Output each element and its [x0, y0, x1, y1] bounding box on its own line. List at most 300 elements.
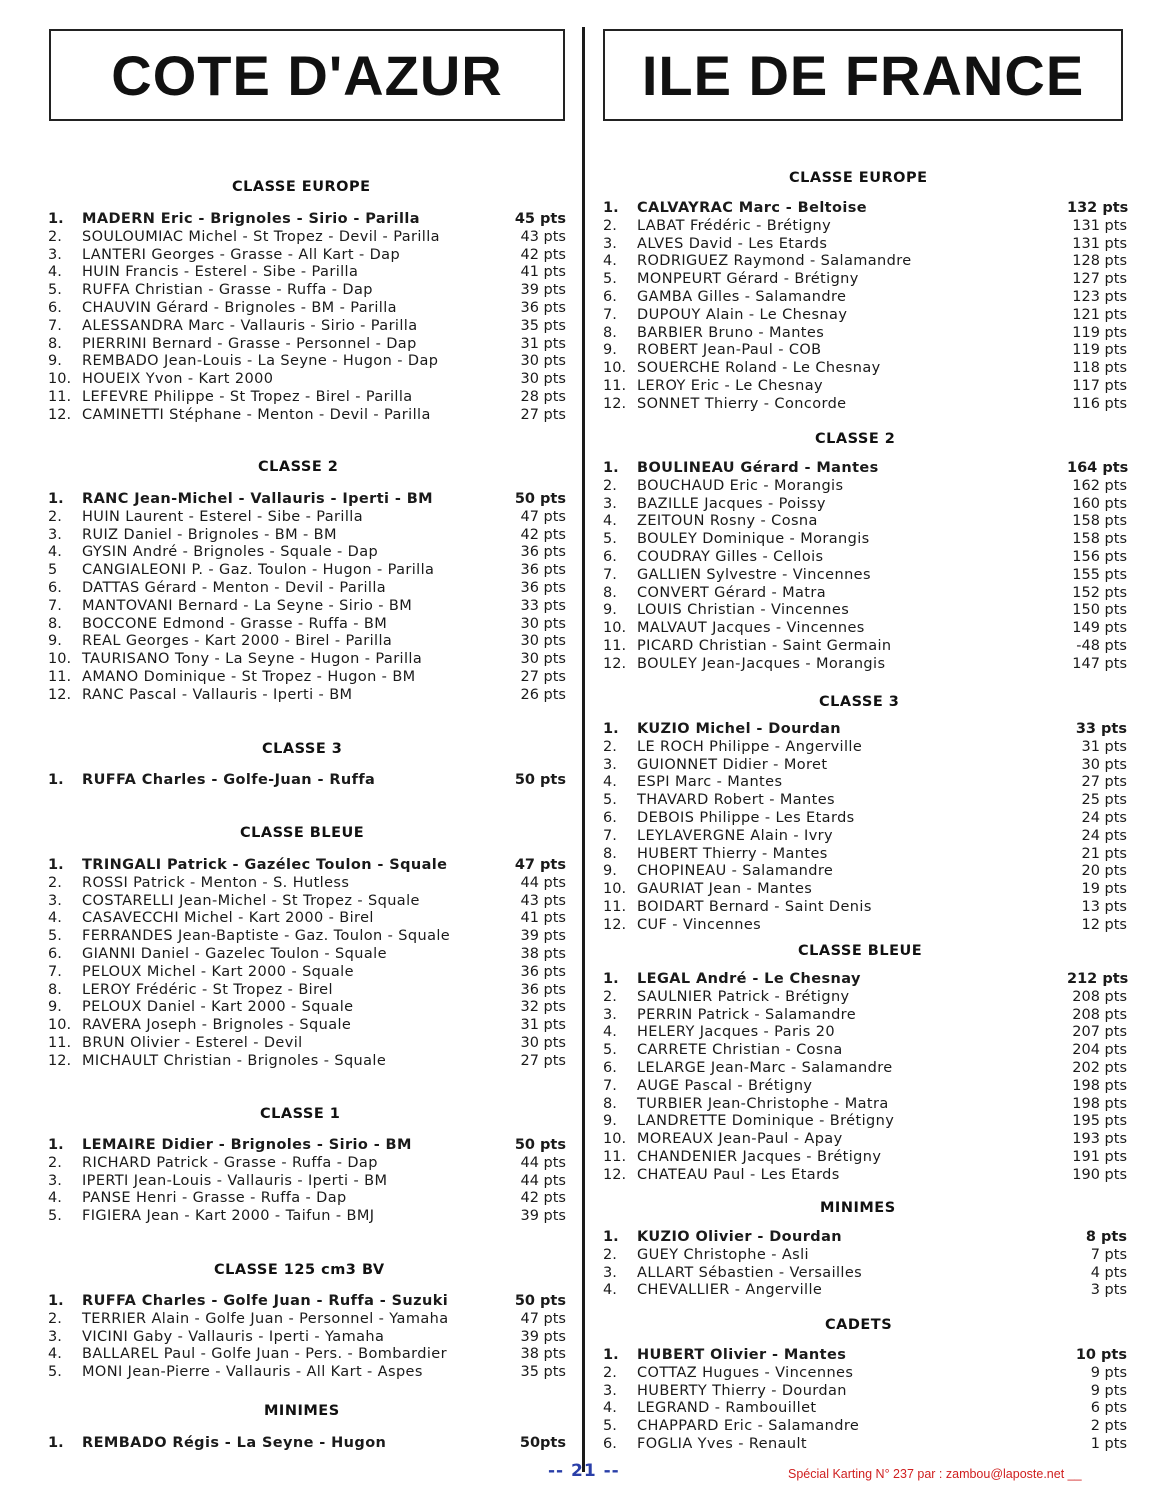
footer-credit: Spécial Karting N° 237 par : zambou@laposte.net __ — [788, 1467, 1082, 1481]
driver-entry: REMBADO Régis - La Seyne - Hugon — [82, 1435, 387, 1451]
ranking-row — [48, 353, 578, 371]
points: 119 pts — [1072, 324, 1127, 341]
rank: 6. — [48, 945, 62, 962]
rank: 12. — [603, 916, 627, 933]
rank: 1. — [48, 857, 64, 873]
points: 25 pts — [1081, 792, 1127, 809]
driver-entry: BOIDART Bernard - Saint Denis — [637, 898, 872, 915]
rank: 8. — [603, 845, 617, 862]
points: 42 pts — [520, 246, 566, 263]
points: 3 pts — [1090, 1282, 1127, 1299]
rank: 5. — [48, 1208, 62, 1225]
ranking-row — [603, 620, 1133, 638]
driver-entry: GAURIAT Jean - Mantes — [637, 881, 813, 898]
rank: 12. — [48, 686, 72, 703]
points: 38 pts — [520, 945, 566, 962]
driver-entry: REAL Georges - Kart 2000 - Birel - Parilla — [82, 633, 393, 650]
ranking-list — [48, 1293, 578, 1382]
points: 116 pts — [1072, 395, 1127, 412]
points: 131 pts — [1072, 235, 1127, 252]
ranking-row — [603, 881, 1133, 899]
rank: 6. — [48, 299, 62, 316]
ranking-row — [603, 810, 1133, 828]
ranking-row — [48, 893, 578, 911]
rank: 6. — [603, 809, 617, 826]
rank: 12. — [603, 1166, 627, 1183]
ranking-row — [603, 917, 1133, 935]
rank: 8. — [48, 615, 62, 632]
ranking-row — [603, 1078, 1133, 1096]
rank: 4. — [603, 1024, 617, 1041]
points: 38 pts — [520, 1346, 566, 1363]
ranking-row — [48, 1053, 578, 1071]
points: 30 pts — [520, 353, 566, 370]
ranking-row — [48, 598, 578, 616]
driver-entry: TRINGALI Patrick - Gazélec Toulon - Squale — [82, 857, 448, 873]
points: 158 pts — [1072, 513, 1127, 530]
ranking-row — [603, 739, 1133, 757]
driver-entry: ALESSANDRA Marc - Vallauris - Sirio - Parilla — [82, 317, 418, 334]
points: 31 pts — [1081, 738, 1127, 755]
rank: 2. — [603, 477, 617, 494]
points: 1 pts — [1090, 1435, 1127, 1452]
rank: 2. — [48, 228, 62, 245]
rank: 4. — [48, 264, 62, 281]
ranking-row — [603, 200, 1133, 218]
rank: 10. — [48, 371, 72, 388]
points: 132 pts — [1067, 200, 1129, 216]
ranking-list — [48, 1435, 578, 1453]
driver-entry: MOREAUX Jean-Paul - Apay — [637, 1131, 843, 1148]
driver-entry: GIANNI Daniel - Gazelec Toulon - Squale — [82, 945, 387, 962]
points: 208 pts — [1072, 988, 1127, 1005]
ranking-row — [603, 1167, 1133, 1185]
ranking-row — [48, 1190, 578, 1208]
ranking-row — [603, 585, 1133, 603]
points: 19 pts — [1081, 881, 1127, 898]
ranking-list — [603, 460, 1133, 674]
driver-entry: GAMBA Gilles - Salamandre — [637, 288, 847, 305]
points: 26 pts — [520, 686, 566, 703]
ranking-row — [48, 580, 578, 598]
points: 30 pts — [520, 1034, 566, 1051]
driver-entry: PICARD Christian - Saint Germain — [637, 637, 892, 654]
rank: 12. — [603, 655, 627, 672]
section-title: CLASSE 1 — [260, 1106, 341, 1122]
rank: 11. — [603, 898, 627, 915]
driver-entry: HOUEIX Yvon - Kart 2000 — [82, 371, 274, 388]
points: 207 pts — [1072, 1024, 1127, 1041]
ranking-row — [48, 1155, 578, 1173]
driver-entry: RICHARD Patrick - Grasse - Ruffa - Dap — [82, 1154, 378, 1171]
driver-entry: RUIZ Daniel - Brignoles - BM - BM — [82, 526, 337, 543]
rank: 11. — [48, 668, 72, 685]
driver-entry: CANGIALEONI P. - Gaz. Toulon - Hugon - Parilla — [82, 562, 435, 579]
rank: 6. — [603, 1059, 617, 1076]
driver-entry: BARBIER Bruno - Mantes — [637, 324, 825, 341]
driver-entry: GYSIN André - Brignoles - Squale - Dap — [82, 544, 379, 561]
rank: 2. — [48, 508, 62, 525]
rank: 4. — [603, 774, 617, 791]
driver-entry: SOUERCHE Roland - Le Chesnay — [637, 360, 881, 377]
points: 50pts — [519, 1435, 566, 1451]
rank: 7. — [48, 597, 62, 614]
driver-entry: TURBIER Jean-Christophe - Matra — [637, 1095, 889, 1112]
ranking-row — [603, 236, 1133, 254]
driver-entry: AMANO Dominique - St Tropez - Hugon - BM — [82, 668, 416, 685]
points: 30 pts — [1081, 756, 1127, 773]
driver-entry: LEFEVRE Philippe - St Tropez - Birel - Parilla — [82, 388, 413, 405]
driver-entry: COUDRAY Gilles - Cellois — [637, 548, 824, 565]
section-title: CLASSE BLEUE — [240, 825, 365, 841]
rank: 1. — [603, 460, 619, 476]
points: 156 pts — [1072, 548, 1127, 565]
driver-entry: CARRETE Christian - Cosna — [637, 1042, 843, 1059]
rank: 11. — [48, 1034, 72, 1051]
driver-entry: MADERN Eric - Brignoles - Sirio - Parilla — [82, 211, 420, 227]
driver-entry: LE ROCH Philippe - Angerville — [637, 738, 863, 755]
driver-entry: SONNET Thierry - Concorde — [637, 395, 847, 412]
ranking-list — [48, 857, 578, 1071]
rank: 4. — [48, 544, 62, 561]
driver-entry: CAMINETTI Stéphane - Menton - Devil - Parilla — [82, 406, 431, 423]
points: 36 pts — [520, 981, 566, 998]
points: 190 pts — [1072, 1166, 1127, 1183]
points: 149 pts — [1072, 620, 1127, 637]
rank: 1. — [48, 1435, 64, 1451]
ranking-row — [48, 669, 578, 687]
driver-entry: PIERRINI Bernard - Grasse - Personnel - Dap — [82, 335, 417, 352]
points: 43 pts — [520, 228, 566, 245]
ranking-row — [603, 1149, 1133, 1167]
rank: 3. — [603, 1382, 617, 1399]
points: 20 pts — [1081, 863, 1127, 880]
ranking-row — [48, 282, 578, 300]
driver-entry: RODRIGUEZ Raymond - Salamandre — [637, 253, 912, 270]
points: 160 pts — [1072, 495, 1127, 512]
driver-entry: PANSE Henri - Grasse - Ruffa - Dap — [82, 1190, 347, 1207]
rank: 4. — [603, 1282, 617, 1299]
rank: 1. — [603, 971, 619, 987]
ranking-row — [603, 656, 1133, 674]
ranking-row — [48, 964, 578, 982]
rank: 6. — [603, 288, 617, 305]
driver-entry: MONI Jean-Pierre - Vallauris - All Kart - Aspes — [82, 1364, 423, 1381]
section-title: CLASSE BLEUE — [798, 943, 923, 959]
points: 27 pts — [1081, 774, 1127, 791]
column-divider — [582, 27, 585, 1472]
points: 41 pts — [520, 264, 566, 281]
section-title: MINIMES — [264, 1403, 340, 1419]
driver-entry: DUPOUY Alain - Le Chesnay — [637, 306, 848, 323]
points: 43 pts — [520, 892, 566, 909]
section-title: MINIMES — [820, 1200, 896, 1216]
driver-entry: LEYLAVERGNE Alain - Ivry — [637, 827, 834, 844]
section-title: CLASSE EUROPE — [232, 179, 371, 195]
rank: 11. — [48, 388, 72, 405]
points: 24 pts — [1081, 827, 1127, 844]
driver-entry: SAULNIER Patrick - Brétigny — [637, 988, 850, 1005]
points: 193 pts — [1072, 1131, 1127, 1148]
ranking-row — [603, 1096, 1133, 1114]
driver-entry: PELOUX Michel - Kart 2000 - Squale — [82, 963, 354, 980]
driver-entry: BOCCONE Edmond - Grasse - Ruffa - BM — [82, 615, 388, 632]
rank: 7. — [603, 306, 617, 323]
ranking-row — [48, 1311, 578, 1329]
ranking-row — [603, 478, 1133, 496]
section-title: CLASSE 2 — [815, 431, 896, 447]
rank: 3. — [48, 246, 62, 263]
rank: 9. — [603, 863, 617, 880]
rank: 9. — [603, 1113, 617, 1130]
points: 41 pts — [520, 910, 566, 927]
driver-entry: FIGIERA Jean - Kart 2000 - Taifun - BMJ — [82, 1208, 375, 1225]
driver-entry: VICINI Gaby - Vallauris - Iperti - Yamaha — [82, 1328, 385, 1345]
ranking-row — [603, 1007, 1133, 1025]
rank: 10. — [603, 360, 627, 377]
rank: 9. — [603, 602, 617, 619]
driver-entry: RANC Jean-Michel - Vallauris - Iperti - BM — [82, 491, 433, 507]
rank: 5. — [603, 271, 617, 288]
driver-entry: FOGLIA Yves - Renault — [637, 1435, 807, 1452]
ranking-row — [603, 1282, 1133, 1300]
rank: 5. — [603, 531, 617, 548]
ranking-row — [603, 1347, 1133, 1365]
ranking-row — [48, 509, 578, 527]
rank: 10. — [48, 1017, 72, 1034]
driver-entry: MANTOVANI Bernard - La Seyne - Sirio - BM — [82, 597, 413, 614]
points: 191 pts — [1072, 1148, 1127, 1165]
driver-entry: LEROY Eric - Le Chesnay — [637, 377, 823, 394]
rank: 5 — [48, 562, 58, 579]
rank: 3. — [48, 526, 62, 543]
points: 27 pts — [520, 668, 566, 685]
rank: 1. — [603, 200, 619, 216]
rank: 5. — [603, 1042, 617, 1059]
rank: 1. — [603, 1347, 619, 1363]
rank: 2. — [603, 1246, 617, 1263]
rank: 12. — [48, 1052, 72, 1069]
ranking-list — [603, 200, 1133, 414]
ranking-row — [48, 407, 578, 425]
rank: 6. — [603, 1435, 617, 1452]
ranking-list — [48, 772, 578, 790]
driver-entry: LEGAL André - Le Chesnay — [637, 971, 861, 987]
rank: 8. — [48, 981, 62, 998]
rank: 4. — [48, 1346, 62, 1363]
ranking-row — [48, 651, 578, 669]
region-title-box-cote-dazur — [49, 29, 565, 121]
driver-entry: IPERTI Jean-Louis - Vallauris - Iperti - BM — [82, 1172, 388, 1189]
rank: 2. — [48, 874, 62, 891]
ranking-list — [603, 721, 1133, 935]
driver-entry: KUZIO Michel - Dourdan — [637, 721, 842, 737]
rank: 3. — [603, 235, 617, 252]
rank: 4. — [48, 910, 62, 927]
points: 45 pts — [514, 211, 566, 227]
rank: 4. — [603, 1400, 617, 1417]
points: 9 pts — [1090, 1364, 1127, 1381]
points: 123 pts — [1072, 288, 1127, 305]
rank: 11. — [603, 637, 627, 654]
section-title: CLASSE 3 — [819, 694, 900, 710]
ranking-list — [48, 211, 578, 425]
driver-entry: DATTAS Gérard - Menton - Devil - Parilla — [82, 579, 387, 596]
rank: 7. — [48, 963, 62, 980]
points: 27 pts — [520, 1052, 566, 1069]
rank: 5. — [48, 1364, 62, 1381]
rank: 7. — [48, 317, 62, 334]
driver-entry: BALLAREL Paul - Golfe Juan - Pers. - Bombardier — [82, 1346, 447, 1363]
ranking-row — [48, 633, 578, 651]
rank: 8. — [603, 584, 617, 601]
ranking-row — [603, 218, 1133, 236]
points: 31 pts — [520, 1017, 566, 1034]
ranking-row — [603, 989, 1133, 1007]
driver-entry: COSTARELLI Jean-Michel - St Tropez - Squale — [82, 892, 420, 909]
section-title: CLASSE 2 — [258, 459, 339, 475]
points: 121 pts — [1072, 306, 1127, 323]
rank: 9. — [603, 342, 617, 359]
driver-entry: HUBERT Olivier - Mantes — [637, 1347, 847, 1363]
points: 155 pts — [1072, 566, 1127, 583]
driver-entry: LEGRAND - Rambouillet — [637, 1400, 817, 1417]
points: 204 pts — [1072, 1042, 1127, 1059]
section-title: CADETS — [825, 1317, 893, 1333]
rank: 6. — [48, 579, 62, 596]
driver-entry: LANTERI Georges - Grasse - All Kart - Dap — [82, 246, 401, 263]
ranking-row — [603, 971, 1133, 989]
driver-entry: GUEY Christophe - Asli — [637, 1246, 809, 1263]
points: 36 pts — [520, 579, 566, 596]
points: 50 pts — [514, 1293, 566, 1309]
points: 2 pts — [1090, 1418, 1127, 1435]
points: 30 pts — [520, 633, 566, 650]
ranking-row — [603, 846, 1133, 864]
points: 44 pts — [520, 1172, 566, 1189]
points: 50 pts — [514, 772, 566, 788]
ranking-row — [48, 1293, 578, 1311]
points: 39 pts — [520, 1208, 566, 1225]
points: 10 pts — [1075, 1347, 1127, 1363]
points: 50 pts — [514, 1137, 566, 1153]
points: 36 pts — [520, 544, 566, 561]
driver-entry: TAURISANO Tony - La Seyne - Hugon - Parilla — [82, 651, 423, 668]
section-title: CLASSE 125 cm3 BV — [214, 1262, 385, 1278]
rank: 1. — [48, 1293, 64, 1309]
ranking-row — [603, 1418, 1133, 1436]
points: 13 pts — [1081, 898, 1127, 915]
driver-entry: RUFFA Charles - Golfe-Juan - Ruffa — [82, 772, 376, 788]
ranking-row — [48, 982, 578, 1000]
ranking-row — [48, 1364, 578, 1382]
rank: 4. — [48, 1190, 62, 1207]
rank: 5. — [48, 282, 62, 299]
points: 117 pts — [1072, 377, 1127, 394]
ranking-row — [48, 247, 578, 265]
driver-entry: HUIN Laurent - Esterel - Sibe - Parilla — [82, 508, 363, 525]
ranking-row — [603, 460, 1133, 478]
ranking-row — [603, 253, 1133, 271]
ranking-row — [48, 1035, 578, 1053]
ranking-row — [603, 1247, 1133, 1265]
ranking-row — [603, 271, 1133, 289]
points: 36 pts — [520, 299, 566, 316]
rank: 1. — [48, 491, 64, 507]
rank: 4. — [603, 253, 617, 270]
rank: 10. — [603, 1131, 627, 1148]
ranking-row — [603, 1383, 1133, 1401]
points: 212 pts — [1067, 971, 1129, 987]
rank: 4. — [603, 513, 617, 530]
rank: 1. — [48, 772, 64, 788]
ranking-row — [603, 1229, 1133, 1247]
rank: 2. — [603, 1364, 617, 1381]
points: 44 pts — [520, 874, 566, 891]
driver-entry: HUBERT Thierry - Mantes — [637, 845, 828, 862]
ranking-row — [48, 562, 578, 580]
driver-entry: ALVES David - Les Etards — [637, 235, 828, 252]
driver-entry: CUF - Vincennes — [637, 916, 762, 933]
driver-entry: CONVERT Gérard - Matra — [637, 584, 827, 601]
ranking-row — [48, 946, 578, 964]
ranking-row — [603, 1042, 1133, 1060]
ranking-list — [48, 491, 578, 705]
driver-entry: CHAPPARD Eric - Salamandre — [637, 1418, 860, 1435]
ranking-row — [603, 496, 1133, 514]
ranking-row — [603, 360, 1133, 378]
rank: 7. — [603, 827, 617, 844]
ranking-row — [603, 828, 1133, 846]
driver-entry: COTTAZ Hugues - Vincennes — [637, 1364, 854, 1381]
ranking-row — [48, 616, 578, 634]
ranking-row — [48, 910, 578, 928]
points: 202 pts — [1072, 1059, 1127, 1076]
driver-entry: HELERY Jacques - Paris 20 — [637, 1024, 835, 1041]
points: 31 pts — [520, 335, 566, 352]
region-title-box-ile-de-france — [603, 29, 1123, 121]
ranking-row — [603, 863, 1133, 881]
ranking-row — [603, 531, 1133, 549]
ranking-row — [48, 999, 578, 1017]
ranking-row — [603, 1060, 1133, 1078]
ranking-row — [603, 774, 1133, 792]
points: 33 pts — [1075, 721, 1127, 737]
ranking-row — [603, 899, 1133, 917]
ranking-row — [48, 857, 578, 875]
ranking-row — [603, 721, 1133, 739]
ranking-row — [48, 229, 578, 247]
points: 150 pts — [1072, 602, 1127, 619]
driver-entry: PERRIN Patrick - Salamandre — [637, 1006, 857, 1023]
rank: 9. — [48, 633, 62, 650]
points: 39 pts — [520, 282, 566, 299]
section-title: CLASSE EUROPE — [789, 170, 928, 186]
points: 12 pts — [1081, 916, 1127, 933]
ranking-row — [603, 757, 1133, 775]
points: 162 pts — [1072, 477, 1127, 494]
ranking-row — [48, 264, 578, 282]
points: 42 pts — [520, 526, 566, 543]
rank: 5. — [603, 1418, 617, 1435]
driver-entry: RUFFA Christian - Grasse - Ruffa - Dap — [82, 282, 373, 299]
rank: 3. — [603, 495, 617, 512]
ranking-row — [48, 1346, 578, 1364]
points: 33 pts — [520, 597, 566, 614]
ranking-row — [603, 342, 1133, 360]
rank: 3. — [603, 1006, 617, 1023]
driver-entry: CHOPINEAU - Salamandre — [637, 863, 834, 880]
